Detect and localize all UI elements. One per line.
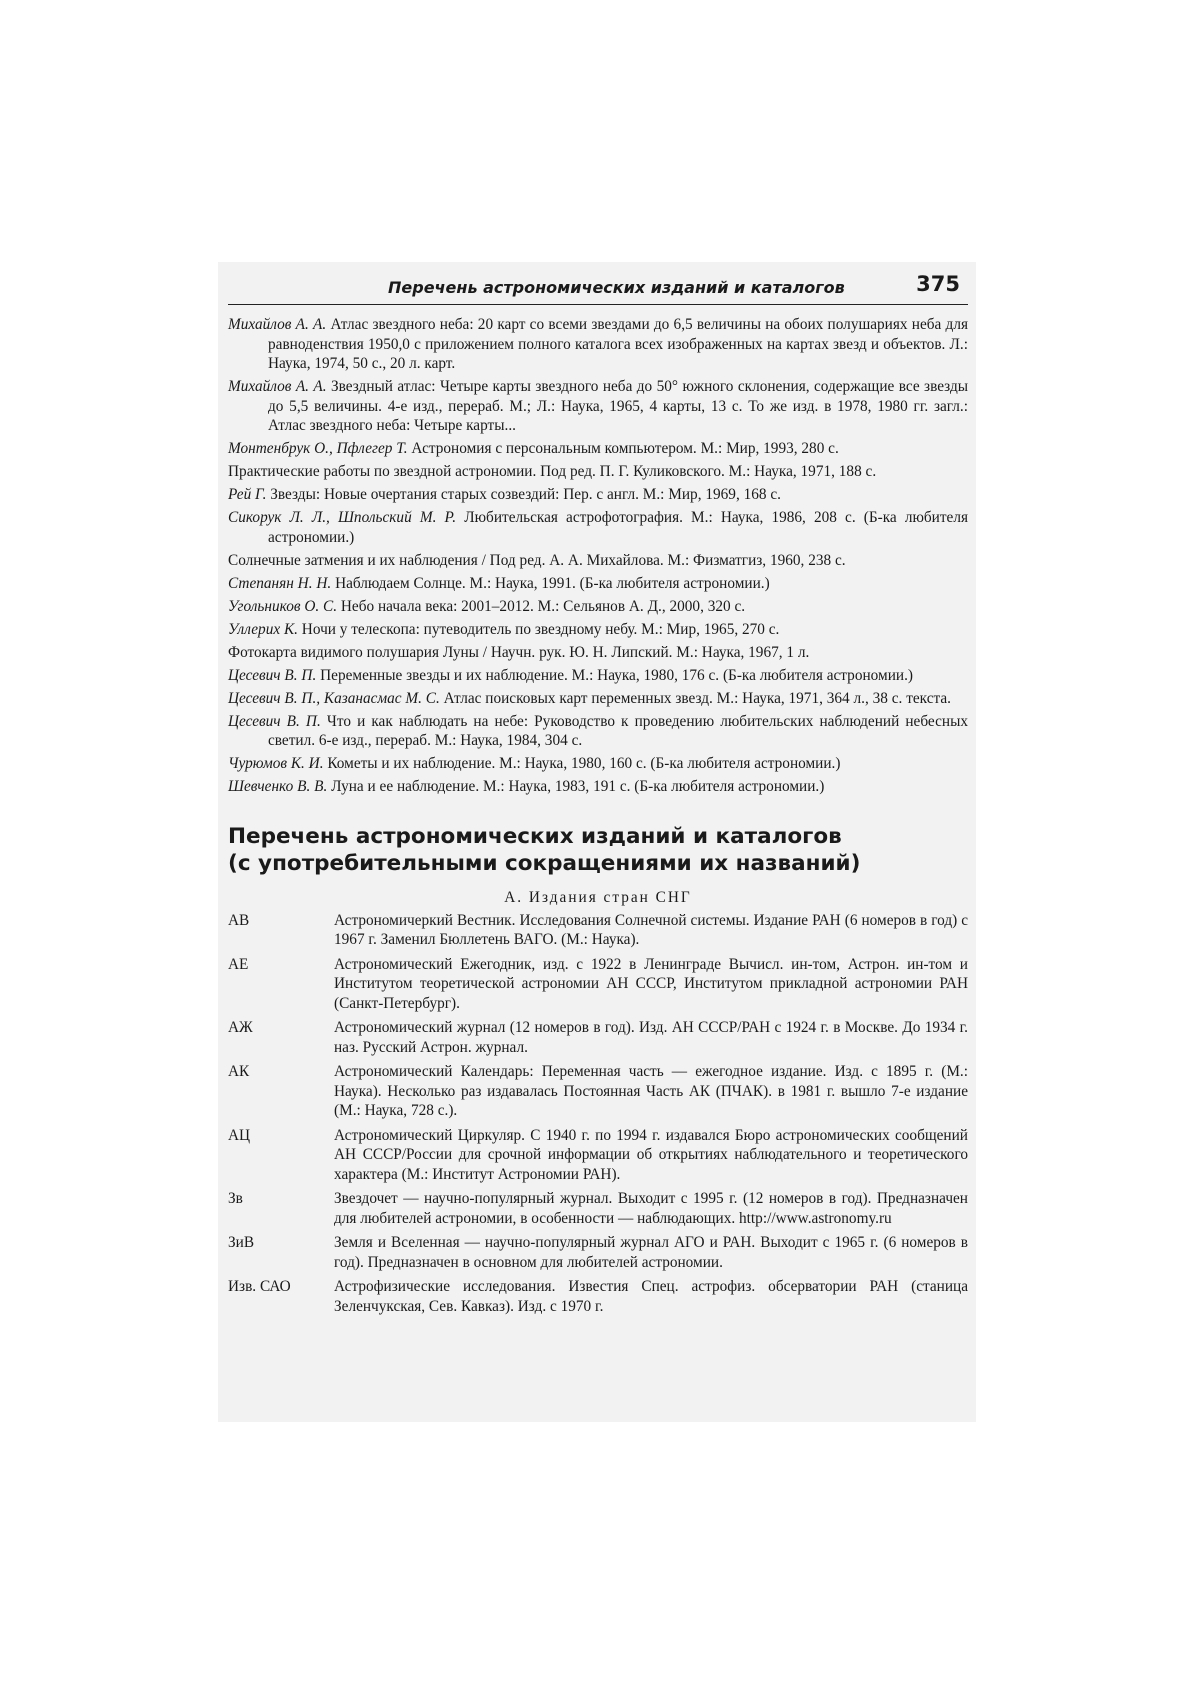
abbreviation-description: Астрономический Циркуляр. С 1940 г. по 1994 г. издавался Бюро астрономических сообщений АН СССР/России для срочной информации об открытиях наблюдательного и теоретического характера (М.: Институт Астрономии РАН). [334, 1126, 968, 1183]
reference-entry [228, 439, 968, 459]
abbreviation-key: АЕ [228, 955, 249, 973]
abbreviation-row [228, 955, 968, 1014]
abbreviation-row [228, 1277, 968, 1316]
subsection-title: А. Издания стран СНГ [504, 888, 692, 906]
abbreviation-row [228, 1018, 968, 1057]
reference-text: Астрономия с персональным компьютером. М.: Мир, 1993, 280 с. [411, 440, 839, 457]
reference-text: Небо начала века: 2001–2012. М.: Сельянов А. Д., 2000, 320 с. [340, 597, 746, 615]
section-title-line-1: Перечень астрономических изданий и каталогов [228, 823, 842, 849]
abbreviation-row [228, 1062, 968, 1121]
reference-text: Наблюдаем Солнце. М.: Наука, 1991. (Б-ка любителя астрономии.) [335, 574, 770, 592]
running-title: Перечень астрономических изданий и каталогов [388, 278, 845, 297]
reference-entry [228, 597, 968, 617]
abbreviation-description: Астрономический Календарь: Переменная часть — ежегодное издание. Изд. с 1895 г. (М.: Наука). Несколько раз издавалась Постоянная Часть АК (ПЧАК). в 1981 г. вышло 7-е издание (М.: Наука, 728 с.). [334, 1063, 968, 1119]
reference-author: Монтенбрук О., Пфлегер Т. [228, 440, 408, 457]
reference-author: Степанян Н. Н. [228, 574, 332, 592]
abbreviation-description: Астрономический журнал (12 номеров в год). Изд. АН СССР/РАН с 1924 г. в Москве. До 1934 г. наз. Русский Астрон. журнал. [334, 1019, 968, 1056]
abbreviation-key: АВ [228, 911, 250, 929]
reference-entry [228, 643, 968, 663]
section-title-line-2: (с употребительными сокращениями их названий) [228, 850, 861, 876]
abbreviation-key: Зв [228, 1190, 243, 1207]
abbreviation-key: АЦ [228, 1126, 251, 1144]
abbreviation-key: ЗиВ [228, 1234, 255, 1251]
reference-author: Михайлов А. А. [228, 316, 327, 333]
reference-author: Уллерих К. [228, 620, 298, 638]
section-title [228, 823, 968, 877]
reference-entry [228, 315, 968, 374]
abbreviation-description: Астрономичеркий Вестник. Исследования Солнечной системы. Издание РАН (6 номеров в год) с 1967 г. Заменил Бюллетень ВАГО. (М.: Наука). [334, 911, 968, 948]
reference-author: Чурюмов К. И. [228, 755, 324, 772]
reference-author: Сикорук Л. Л., Шпольский М. Р. [228, 509, 457, 526]
reference-entry [228, 754, 968, 774]
reference-author: Цесевич В. П. [228, 666, 317, 684]
reference-author: Цесевич В. П., Казанасмас М. С. [228, 689, 440, 707]
abbreviation-key: АЖ [228, 1019, 253, 1036]
reference-text: Ночи у телескопа: путеводитель по звездному небу. М.: Мир, 1965, 270 с. [301, 620, 780, 638]
page-number: 375 [916, 272, 960, 296]
reference-text: Луна и ее наблюдение. М.: Наука, 1983, 191 с. (Б-ка любителя астрономии.) [331, 778, 825, 795]
reference-text: Любительская астрофотография. М.: Наука, 1986, 208 с. (Б-ка любителя астрономии.) [268, 509, 968, 546]
abbreviation-list [228, 911, 968, 1317]
abbreviation-row [228, 1233, 968, 1272]
abbreviation-key: АК [228, 1063, 250, 1080]
reference-author: Цесевич В. П. [228, 712, 321, 730]
reference-text: Звезды: Новые очертания старых созвездий: Пер. с англ. М.: Мир, 1969, 168 с. [270, 486, 781, 503]
reference-entry [228, 620, 968, 640]
abbreviation-description: Земля и Вселенная — научно-популярный журнал АГО и РАН. Выходит с 1965 г. (6 номеров в год). Предназначен в основном для любителей астрономии. [334, 1234, 968, 1271]
reference-entry [228, 574, 968, 594]
abbreviation-row [228, 911, 968, 950]
reference-author: Угольников О. С. [228, 597, 338, 615]
abbreviation-row [228, 1189, 968, 1228]
reference-author: Рей Г. [228, 486, 267, 503]
reference-text: Атлас поисковых карт переменных звезд. М.: Наука, 1971, 364 л., 38 с. текста. [443, 689, 951, 707]
reference-text: Практические работы по звездной астрономии. Под ред. П. Г. Куликовского. М.: Наука, 1971, 188 с. [228, 463, 877, 480]
book-page [228, 268, 968, 1321]
abbreviation-description: Астрофизические исследования. Известия Спец. астрофиз. обсерватории РАН (станица Зеленчукская, Сев. Кавказ). Изд. с 1970 г. [334, 1278, 968, 1315]
reference-text: Фотокарта видимого полушария Луны / Научн. рук. Ю. Н. Липский. М.: Наука, 1967, 1 л. [228, 643, 810, 661]
reference-text: Кометы и их наблюдение. М.: Наука, 1980, 160 с. (Б-ка любителя астрономии.) [327, 755, 841, 772]
reference-author: Михайлов А. А. [228, 378, 327, 395]
abbreviation-key: Изв. САО [228, 1278, 291, 1295]
reference-entry [228, 377, 968, 436]
reference-text: Атлас звездного неба: 20 карт со всеми звездами до 6,5 величины на обоих полушариях неба для равноденствия 1950,0 с приложением полного каталога всех изображенных на картах звезд и объектов. Л.: Наука, 1974, 50 с., 20 л. карт. [268, 316, 969, 372]
reference-entry [228, 551, 968, 571]
reference-entry [228, 777, 968, 797]
reference-entry [228, 712, 968, 751]
abbreviation-row [228, 1126, 968, 1185]
reference-text: Переменные звезды и их наблюдение. М.: Наука, 1980, 176 с. (Б-ка любителя астрономии.) [320, 666, 913, 684]
reference-text: Звездный атлас: Четыре карты звездного неба до 50° южного склонения, содержащие все звезды до 5,5 величины. 4-е изд., перераб. М.; Л.: Наука, 1965, 4 карты, 13 с. То же изд. в 1978, 1980 гг. загл.: Атлас звездного неба: Четыре карты... [268, 378, 969, 434]
reference-text: Что и как наблюдать на небе: Руководство к проведению любительских наблюдений небесных светил. 6-е изд., перераб. М.: Наука, 1984, 304 с. [268, 712, 968, 749]
reference-entry [228, 508, 968, 547]
reference-author: Шевченко В. В. [228, 778, 328, 795]
reference-entry [228, 666, 968, 686]
reference-entry [228, 485, 968, 505]
abbreviation-description: Астрономический Ежегодник, изд. с 1922 в Ленинграде Вычисл. ин-том, Астрон. ин-том и Институтом теоретической астрономии АН СССР, Институтом прикладной астрономии РАН (Санкт-Петербург). [334, 955, 968, 1012]
reference-entry [228, 689, 968, 709]
reference-entry [228, 462, 968, 482]
reference-list [228, 315, 968, 797]
abbreviation-description: Звездочет — научно-популярный журнал. Выходит с 1995 г. (12 номеров в год). Предназначен для любителей астрономии, в особенности — наблюдающих. http://www.astronomy.ru [334, 1190, 968, 1227]
page-header [228, 268, 968, 305]
reference-text: Солнечные затмения и их наблюдения / Под ред. А. А. Михайлова. М.: Физматгиз, 1960, 238 с. [228, 551, 846, 569]
